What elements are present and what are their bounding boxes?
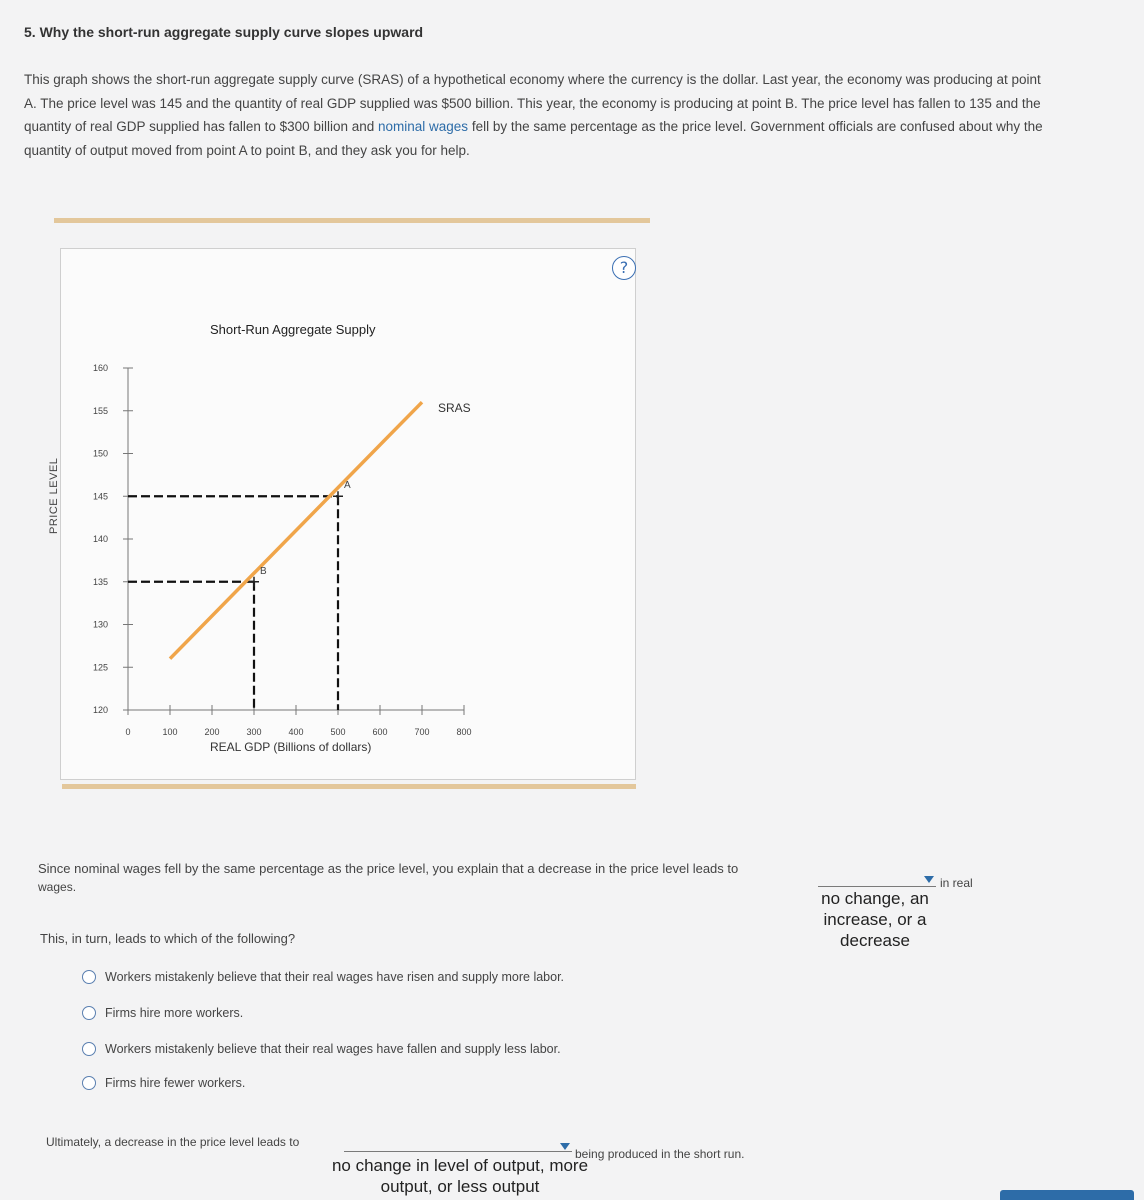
intro-text-b: fell by the same percentage as the price level. Government officials are confused about why the quantity of output moved from point A to point B, and they ask you for help. xyxy=(24,119,1043,158)
chart-guides xyxy=(128,496,338,710)
x-tick-label: 600 xyxy=(372,727,388,737)
q2-option-2[interactable] xyxy=(82,1006,243,1020)
chevron-down-icon xyxy=(924,876,934,883)
q2-option-3-label: Workers mistakenly believe that their real wages have fallen and supply less labor. xyxy=(105,1042,561,1056)
next-button[interactable] xyxy=(1000,1190,1134,1200)
q2-option-2-label: Firms hire more workers. xyxy=(105,1006,244,1020)
sras-curve xyxy=(170,402,422,659)
q3-text-after: being produced in the short run. xyxy=(575,1147,745,1161)
question-circle-icon[interactable]: ? xyxy=(612,256,636,280)
radio-button[interactable] xyxy=(82,1042,96,1056)
radio-button[interactable] xyxy=(82,1076,96,1090)
x-axis-title: REAL GDP (Billions of dollars) xyxy=(210,740,372,754)
q2-option-4[interactable] xyxy=(82,1076,245,1090)
q2-option-1[interactable] xyxy=(82,970,564,984)
q1-text: Since nominal wages fell by the same percentage as the price level, you explain that a decrease in the price level leads to xyxy=(38,861,739,876)
graph-bottom-rule xyxy=(62,784,636,789)
sras-series-label: SRAS xyxy=(438,401,471,415)
q3-text: Ultimately, a decrease in the price level leads to xyxy=(46,1135,300,1149)
chart-series xyxy=(170,402,422,659)
intro-text-a: This graph shows the short-run aggregate supply curve (SRAS) of a hypothetical economy where the currency is the dollar. Last year, the economy was producing at point A. The price level was 145 and the quantity of real GDP supplied was $500 billion. This year, the economy is producing at point B. The price level has fallen to 135 and the quantity of real GDP supplied has fallen to $300 billion and xyxy=(24,72,1041,134)
y-tick-label: 140 xyxy=(92,534,108,544)
q2-option-1-label: Workers mistakenly believe that their real wages have risen and supply more labor. xyxy=(105,970,565,984)
chart-ticks xyxy=(93,363,472,737)
radio-button[interactable] xyxy=(82,1006,96,1020)
q1-text-after: in real xyxy=(940,876,973,890)
nominal-wages-term[interactable]: nominal wages xyxy=(378,119,469,134)
chart-axes xyxy=(128,368,464,710)
x-tick-label: 400 xyxy=(288,727,304,737)
x-tick-label: 100 xyxy=(162,727,178,737)
point-a-label: A xyxy=(344,480,351,492)
q2-option-4-label: Firms hire fewer workers. xyxy=(105,1076,246,1090)
q1-dropdown[interactable] xyxy=(818,875,936,887)
y-tick-label: 125 xyxy=(92,662,108,673)
y-axis-title: PRICE LEVEL xyxy=(48,457,60,534)
q2-option-3[interactable] xyxy=(82,1042,561,1056)
chevron-down-icon xyxy=(560,1143,570,1150)
q1-dropdown-options[interactable]: no change, an increase, or a decrease xyxy=(821,889,929,950)
x-tick-label: 200 xyxy=(204,727,220,737)
x-tick-label: 500 xyxy=(330,727,346,737)
q3-dropdown-options[interactable]: no change in level of output, more output, or less output xyxy=(331,1156,589,1196)
y-tick-label: 155 xyxy=(92,405,108,416)
x-tick-label: 0 xyxy=(125,727,131,737)
x-tick-label: 700 xyxy=(414,727,430,737)
q2-prompt: This, in turn, leads to which of the following? xyxy=(40,931,296,946)
y-tick-label: 135 xyxy=(92,576,108,587)
x-tick-label: 800 xyxy=(456,727,472,737)
chart-title: Short-Run Aggregate Supply xyxy=(210,322,376,337)
y-tick-label: 150 xyxy=(92,448,108,459)
radio-button[interactable] xyxy=(82,970,96,984)
y-tick-label: 160 xyxy=(92,363,108,373)
question-title: 5. Why the short-run aggregate supply curve slopes upward xyxy=(24,24,424,40)
y-tick-label: 130 xyxy=(92,619,108,630)
q3-dropdown[interactable] xyxy=(344,1142,572,1152)
y-tick-label: 145 xyxy=(92,491,108,502)
point-b-label: B xyxy=(260,565,267,577)
y-tick-label: 120 xyxy=(92,705,108,715)
q1-text-wrap: wages. xyxy=(38,880,77,894)
x-tick-label: 300 xyxy=(246,727,262,737)
